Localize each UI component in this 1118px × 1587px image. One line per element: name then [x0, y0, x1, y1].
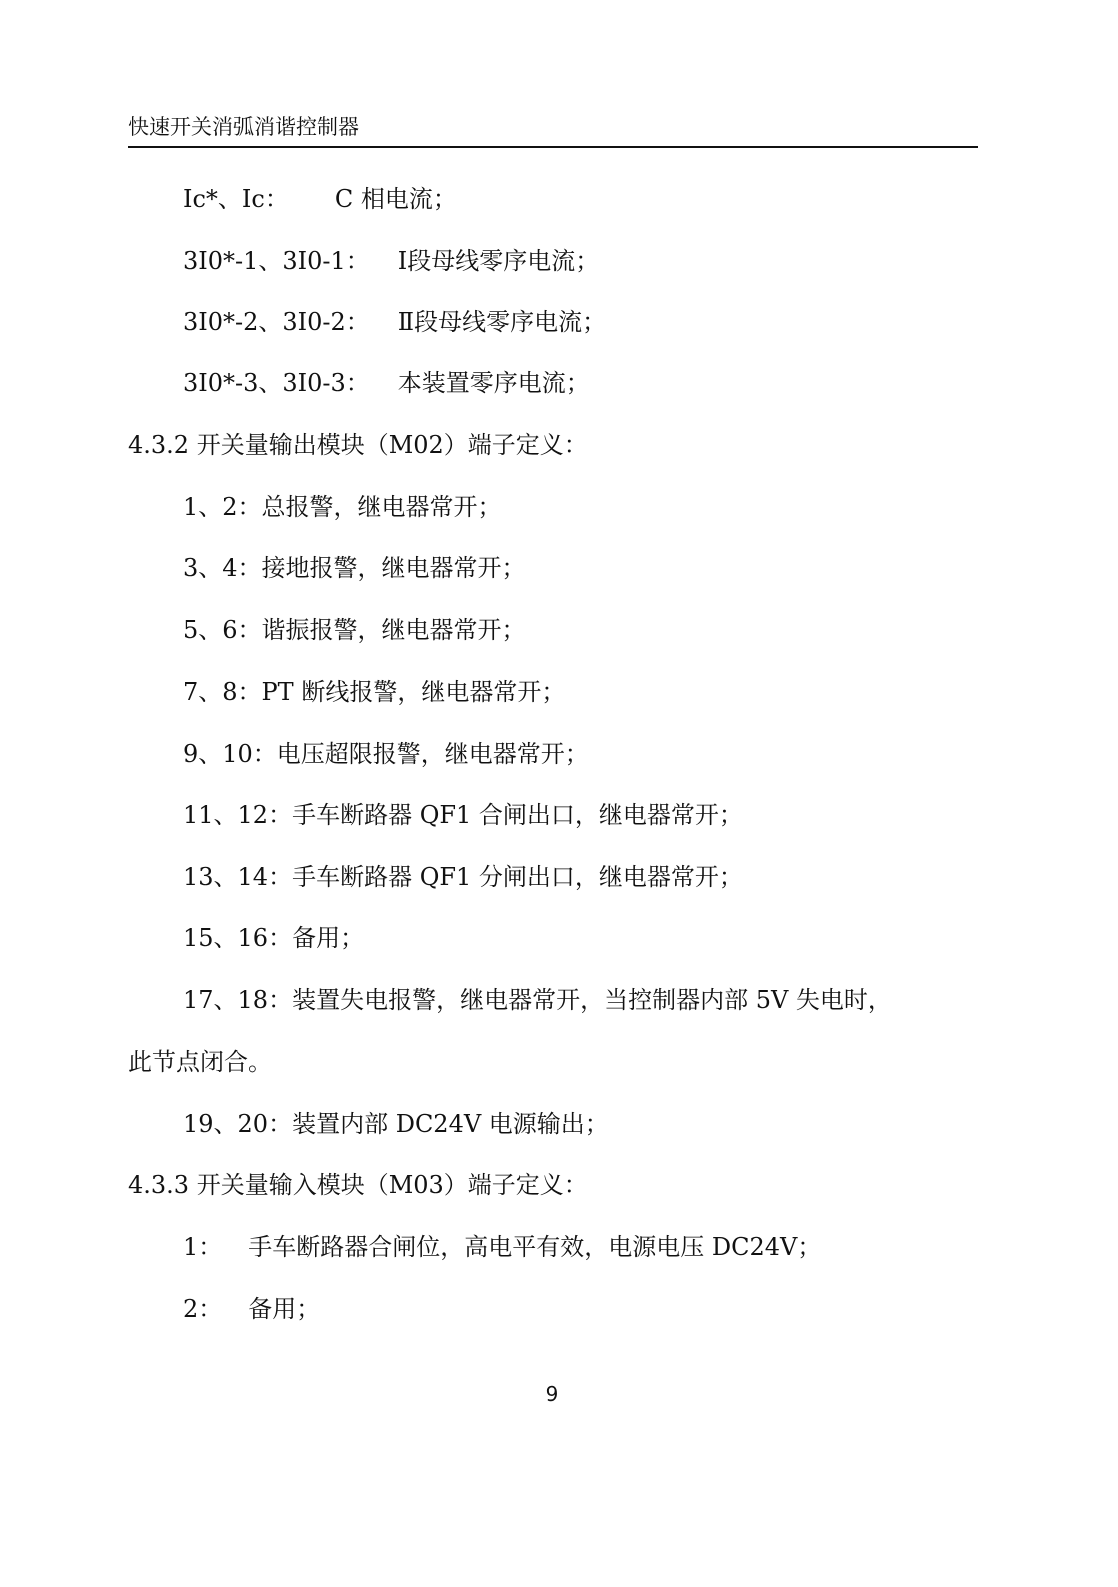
terminal-label: 1：: [183, 1233, 223, 1261]
page-number: 9: [545, 1382, 559, 1406]
document-title: 快速开关消弧消谐控制器: [128, 115, 359, 139]
terminal-line-continuation: 此节点闭合。: [128, 1048, 272, 1076]
terminal-line: [183, 305, 606, 339]
section-heading: 4.3.2 开关量输出模块（M02）端子定义：: [128, 431, 588, 459]
terminal-description: Ⅱ段母线零序电流；: [397, 308, 607, 336]
terminal-line: 19、20：装置内部 DC24V 电源输出；: [183, 1110, 609, 1138]
terminal-line: 1、2：总报警，继电器常开；: [183, 493, 502, 521]
terminal-label: Ic*、Ic：: [183, 185, 289, 213]
terminal-line: 11、12：手车断路器 QF1 合闸出口，继电器常开；: [183, 801, 743, 829]
section-heading: 4.3.3 开关量输入模块（M03）端子定义：: [128, 1171, 588, 1199]
terminal-line: 3、4：接地报警，继电器常开；: [183, 554, 526, 582]
terminal-line: 17、18：装置失电报警，继电器常开，当控制器内部 5V 失电时，: [183, 986, 892, 1014]
terminal-line: [183, 1292, 320, 1326]
terminal-line: [183, 366, 590, 400]
terminal-description: 备用；: [248, 1295, 321, 1323]
terminal-description: C 相电流；: [334, 185, 457, 213]
terminal-line: 15、16：备用；: [183, 924, 365, 952]
terminal-line: [183, 182, 457, 216]
terminal-line: 13、14：手车断路器 QF1 分闸出口，继电器常开；: [183, 863, 743, 891]
terminal-line: 7、8：PT 断线报警，继电器常开；: [183, 678, 566, 706]
terminal-line: 5、6：谐振报警，继电器常开；: [183, 616, 526, 644]
terminal-description: 手车断路器合闸位，高电平有效，电源电压 DC24V；: [248, 1233, 822, 1261]
terminal-line: 9、10：电压超限报警，继电器常开；: [183, 740, 589, 768]
header-divider: [128, 146, 978, 148]
terminal-label: 2：: [183, 1295, 223, 1323]
terminal-line: [183, 244, 599, 278]
terminal-label: 3I0*-2、3I0-2：: [183, 308, 370, 336]
terminal-line: [183, 1230, 821, 1264]
terminal-label: 3I0*-1、3I0-1：: [183, 247, 370, 275]
terminal-description: Ⅰ段母线零序电流；: [397, 247, 600, 275]
terminal-label: 3I0*-3、3I0-3：: [183, 369, 370, 397]
terminal-description: 本装置零序电流；: [397, 369, 590, 397]
